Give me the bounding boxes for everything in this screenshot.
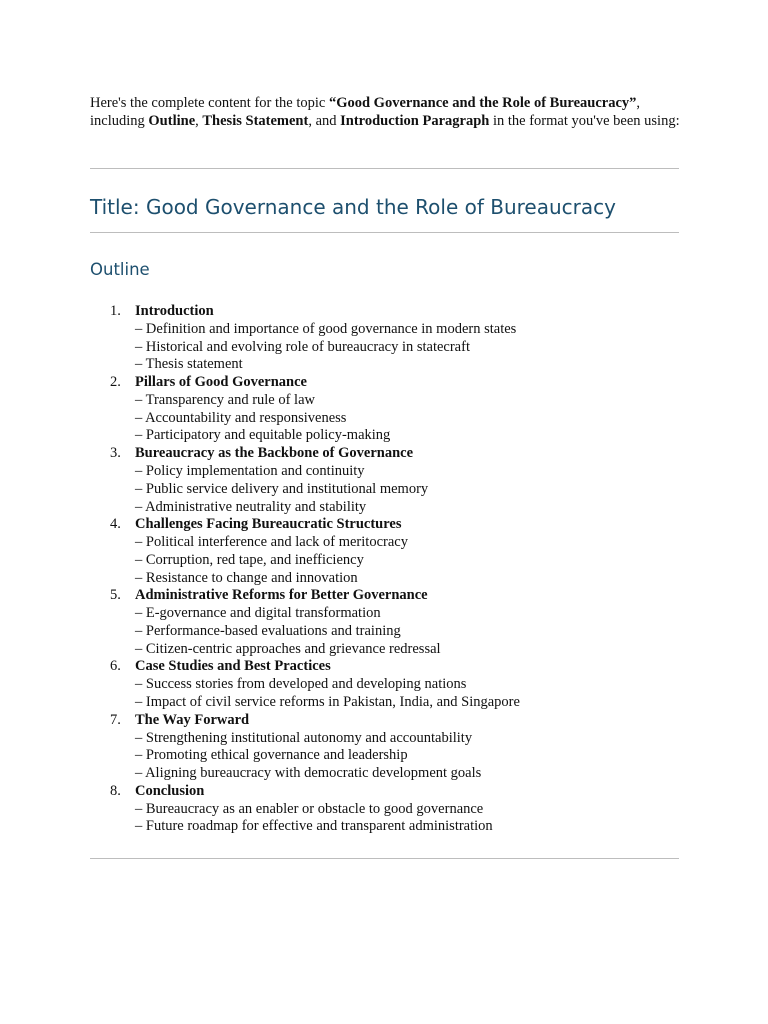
outline-subpoint: – Success stories from developed and developing nations xyxy=(135,676,467,693)
outline-subpoint: – Policy implementation and continuity xyxy=(135,463,365,480)
intro-topic: “Good Governance and the Role of Bureaucracy” xyxy=(328,95,637,111)
outline-subpoint: – Definition and importance of good governance in modern states xyxy=(135,321,517,337)
outline-subpoint: – Strengthening institutional autonomy and accountability xyxy=(135,729,473,746)
intro-text: , xyxy=(195,113,203,129)
outline-item-number: 7. xyxy=(110,711,121,728)
outline-item xyxy=(90,515,680,586)
outline-subpoint: – Participatory and equitable policy-making xyxy=(135,427,391,444)
outline-item-number: 2. xyxy=(110,374,121,391)
outline-subpoint: – Political interference and lack of meritocracy xyxy=(135,534,408,551)
outline-item xyxy=(90,373,680,444)
outline-item-title: The Way Forward xyxy=(135,711,250,728)
outline-item-title: Pillars of Good Governance xyxy=(135,374,307,391)
outline-item xyxy=(90,711,680,782)
outline-subpoint: – Bureaucracy as an enabler or obstacle to good governance xyxy=(135,800,484,817)
outline-subpoint: – Promoting ethical governance and leadership xyxy=(135,747,408,764)
outline-item-title: Administrative Reforms for Better Governance xyxy=(135,587,428,604)
outline-subpoints xyxy=(135,604,680,657)
outline-subpoint: – Thesis statement xyxy=(135,356,243,373)
outline-item xyxy=(90,302,680,373)
divider xyxy=(90,168,679,169)
outline-item-title: Conclusion xyxy=(135,782,205,799)
outline-subpoint: – Accountability and responsiveness xyxy=(135,409,347,426)
intro-text: , and xyxy=(308,113,341,129)
outline-item-title: Challenges Facing Bureaucratic Structures xyxy=(135,516,402,533)
outline-subpoint: – Public service delivery and institutional memory xyxy=(135,480,429,497)
outline-subpoint: – Aligning bureaucracy with democratic development goals xyxy=(135,765,482,782)
divider xyxy=(90,232,679,233)
outline-item xyxy=(90,444,680,515)
outline-heading: Outline xyxy=(90,260,150,279)
outline-item-number: 1. xyxy=(110,303,121,319)
outline-subpoint: – E-governance and digital transformation xyxy=(135,605,381,622)
outline-subpoints xyxy=(135,320,680,373)
outline-item xyxy=(90,586,680,657)
outline-subpoints xyxy=(135,729,680,782)
intro-text: in the format you've been using: xyxy=(489,113,680,129)
outline-subpoint: – Resistance to change and innovation xyxy=(135,569,358,586)
outline-item-number: 8. xyxy=(110,782,121,799)
divider xyxy=(90,858,679,859)
outline-item-title: Bureaucracy as the Backbone of Governance xyxy=(135,445,414,462)
outline-item-title: Introduction xyxy=(135,303,214,319)
outline-subpoints xyxy=(135,533,680,586)
intro-text: , including xyxy=(90,95,641,129)
intro-text: Here's the complete content for the topic xyxy=(90,95,329,111)
outline-item-number: 6. xyxy=(110,658,121,675)
outline-subpoint: – Historical and evolving role of bureaucracy in statecraft xyxy=(135,338,470,355)
outline-subpoint: – Administrative neutrality and stability xyxy=(135,498,367,515)
outline-item-number: 5. xyxy=(110,587,121,604)
outline-item-title: Case Studies and Best Practices xyxy=(135,658,331,675)
outline-item-number: 3. xyxy=(110,445,121,462)
outline-subpoint: – Performance-based evaluations and training xyxy=(135,622,401,639)
outline-subpoints xyxy=(135,462,680,515)
outline-subpoint: – Transparency and rule of law xyxy=(135,392,315,409)
outline-subpoints xyxy=(135,391,680,444)
intro-bold-outline: Outline xyxy=(148,113,196,129)
outline-subpoints xyxy=(135,675,680,710)
intro-bold-thesis: Thesis Statement xyxy=(202,113,309,129)
outline-item xyxy=(90,657,680,710)
outline-subpoint: – Citizen-centric approaches and grievance redressal xyxy=(135,640,441,657)
outline-subpoints xyxy=(135,800,680,835)
outline-item-number: 4. xyxy=(110,516,121,533)
outline-list xyxy=(90,302,680,835)
intro-paragraph xyxy=(90,94,680,130)
page-title: Title: Good Governance and the Role of Bureaucracy xyxy=(90,195,616,219)
intro-bold-introduction: Introduction Paragraph xyxy=(340,113,490,129)
outline-subpoint: – Future roadmap for effective and transparent administration xyxy=(135,818,493,835)
outline-subpoint: – Corruption, red tape, and inefficiency xyxy=(135,551,364,568)
outline-subpoint: – Impact of civil service reforms in Pakistan, India, and Singapore xyxy=(135,694,520,710)
outline-item xyxy=(90,782,680,835)
